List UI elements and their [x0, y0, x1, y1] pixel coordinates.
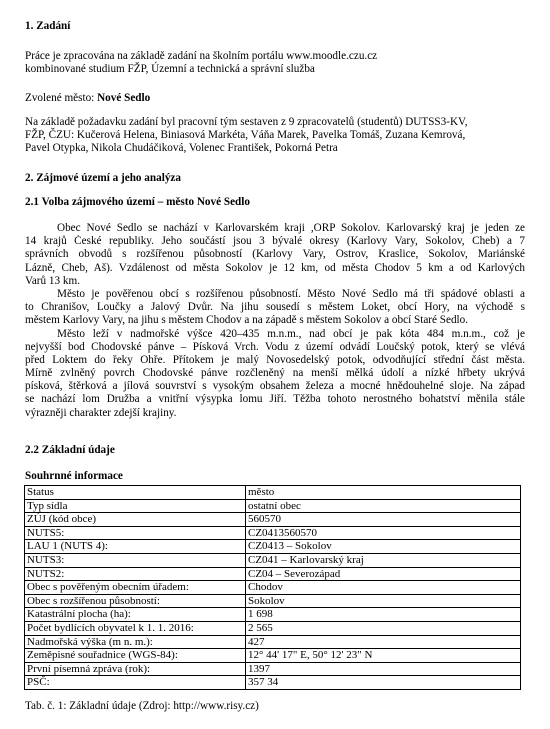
table-cell-label: PSČ: [25, 676, 246, 690]
table-cell-label: Obec s pověřeným obecním úřadem: [25, 581, 246, 595]
table-cell-label: Typ sídla [25, 499, 246, 513]
paragraph-line: nejvyšší bod Chodovské pánve – Písková Vrch. Vodu z území odvádí Loučský potok, který se vlévá [25, 340, 525, 353]
paragraph-line: 14 krajů České republiky. Jeho součástí jsou 3 bývalé okresy (Karlovy Vary, Sokolov, Cheb) a 7 [25, 235, 525, 248]
paragraph-line: Město leží v nadmořské výšce 420–435 m.n.m., nad obcí je pak kóta 484 m.n.m., což je [57, 327, 525, 340]
table-row [25, 486, 521, 500]
team-line: FŽP, ČZU: Kučerová Helena, Biniasová Markéta, Váňa Marek, Pavelka Tomáš, Zuzana Kemrová, [25, 129, 466, 142]
paragraph-line: správních obvodů s rozšířenou působností (Karlovy Vary, Ostrov, Kraslice, Sokolov, Mariánské [25, 248, 525, 261]
paragraph-line: písková, štěrková a jílová souvrství s vysokým obsahem železa a mocné hnědouhelné sloje. Na západ [25, 380, 525, 393]
table-cell-value: CZ04 – Severozápad [246, 567, 521, 581]
table-cell-value: 357 34 [246, 676, 521, 690]
table-row [25, 662, 521, 676]
table-cell-value: CZ0413560570 [246, 526, 521, 540]
table-caption: Tab. č. 1: Základní údaje (Zdroj: http://www.risy.cz) [25, 700, 259, 712]
chosen-city-name: Nové Sedlo [97, 92, 151, 104]
table-row [25, 594, 521, 608]
table-cell-label: Počet bydlících obyvatel k 1. 1. 2016: [25, 621, 246, 635]
table-row [25, 513, 521, 527]
table-cell-value: CZ0413 – Sokolov [246, 540, 521, 554]
paragraph-line: se nachází lom Družba a vnitřní výsypka lomu Jiří. Těžba tohoto nerostného bohatství měnila stále [25, 393, 525, 406]
table-cell-label: Nadmořská výška (m n. m.): [25, 635, 246, 649]
team-line: Pavel Otypka, Nikola Chudáčiková, Volenec František, Pokorná Petra [25, 142, 338, 155]
section-heading-zajmove-uzemi: 2. Zájmové území a jeho analýza [25, 172, 181, 184]
table-row [25, 635, 521, 649]
table-row [25, 553, 521, 567]
table-cell-value: ostatní obec [246, 499, 521, 513]
table-cell-value: Sokolov [246, 594, 521, 608]
table-cell-value: 2 565 [246, 621, 521, 635]
description-paragraph [25, 222, 525, 420]
table-cell-label: Obec s rozšířenou působností: [25, 594, 246, 608]
table-row [25, 526, 521, 540]
table-title: Souhrnné informace [25, 470, 123, 482]
intro-line: kombinované studium FŽP, Územní a technická a správní služba [25, 63, 315, 76]
section-heading-zadani: 1. Zadání [25, 20, 71, 32]
paragraph-line: Lázně, Cheb, Aš). Vzdálenost od města Sokolov je 12 km, od města Chodov 5 km a od Karlových [25, 261, 525, 274]
table-cell-value: 560570 [246, 513, 521, 527]
table-cell-label: NUTS3: [25, 553, 246, 567]
table-row [25, 676, 521, 690]
table-cell-label: NUTS2: [25, 567, 246, 581]
table-row [25, 649, 521, 663]
intro-line: Práce je zpracována na základě zadání na školním portálu www.moodle.czu.cz [25, 50, 378, 62]
table-cell-label: NUTS5: [25, 526, 246, 540]
table-row [25, 567, 521, 581]
table-cell-label: Zeměpisné souřadnice (WGS-84): [25, 649, 246, 663]
table-row [25, 540, 521, 554]
paragraph-line: Mírně zvlněný povrch Chodovské pánve rozčleněný na menší mělká údolí a nízké hřbety ukrývá [25, 367, 525, 380]
table-cell-label: Katastrální plocha (ha): [25, 608, 246, 622]
table-cell-value: 427 [246, 635, 521, 649]
table-cell-value: 12° 44' 17" E, 50° 12' 23" N [246, 649, 521, 663]
table-cell-value: 1397 [246, 662, 521, 676]
chosen-city-label: Zvolené město: [25, 92, 98, 104]
paragraph-line: Město je pověřenou obcí s rozšířenou působností. Město Nové Sedlo má tři spádové oblasti a [57, 287, 525, 300]
table-cell-label: První písemná zpráva (rok): [25, 662, 246, 676]
subsection-heading-zakladni-udaje: 2.2 Základní údaje [25, 444, 115, 456]
team-paragraph [25, 116, 525, 156]
table-cell-value: 1 698 [246, 608, 521, 622]
team-line: Na základě požadavku zadání byl pracovní tým sestaven z 9 zpracovatelů (studentů) DUTSS3-KV, [25, 116, 468, 128]
table-row [25, 581, 521, 595]
table-cell-value: CZ041 – Karlovarský kraj [246, 553, 521, 567]
intro-paragraph [25, 50, 525, 76]
paragraph-line: Varů 13 km. [25, 274, 80, 287]
table-cell-label: Status [25, 486, 246, 500]
chosen-city-line [25, 92, 525, 105]
subsection-heading-volba: 2.1 Volba zájmového území – město Nové Sedlo [25, 196, 250, 208]
table-cell-label: ZÚJ (kód obce) [25, 513, 246, 527]
table-cell-value: město [246, 486, 521, 500]
paragraph-line: městem Karlovy Vary, na jihu s městem Chodov a na západě s městem Sokolov a obcí Staré Sedlo. [25, 314, 469, 327]
basic-info-table [24, 485, 521, 690]
table-row [25, 621, 521, 635]
table-row [25, 608, 521, 622]
table-row [25, 499, 521, 513]
paragraph-line: to Chranišov, Loučky a Jalový Dvůr. Na jihu sousedí s městem Loket, obcí Hory, na východě s [25, 301, 525, 314]
table-cell-value: Chodov [246, 581, 521, 595]
paragraph-line: Obec Nové Sedlo se nachází v Karlovarském kraji ,ORP Sokolov. Karlovarský kraj je jeden ze [57, 222, 525, 234]
paragraph-line: před Loktem do řeky Ohře. Přítokem je malý Novosedelský potok, odvodňující střední část města. [25, 353, 525, 366]
paragraph-line: výrazněji charakter zdejší krajiny. [25, 406, 177, 419]
table-cell-label: LAU 1 (NUTS 4): [25, 540, 246, 554]
